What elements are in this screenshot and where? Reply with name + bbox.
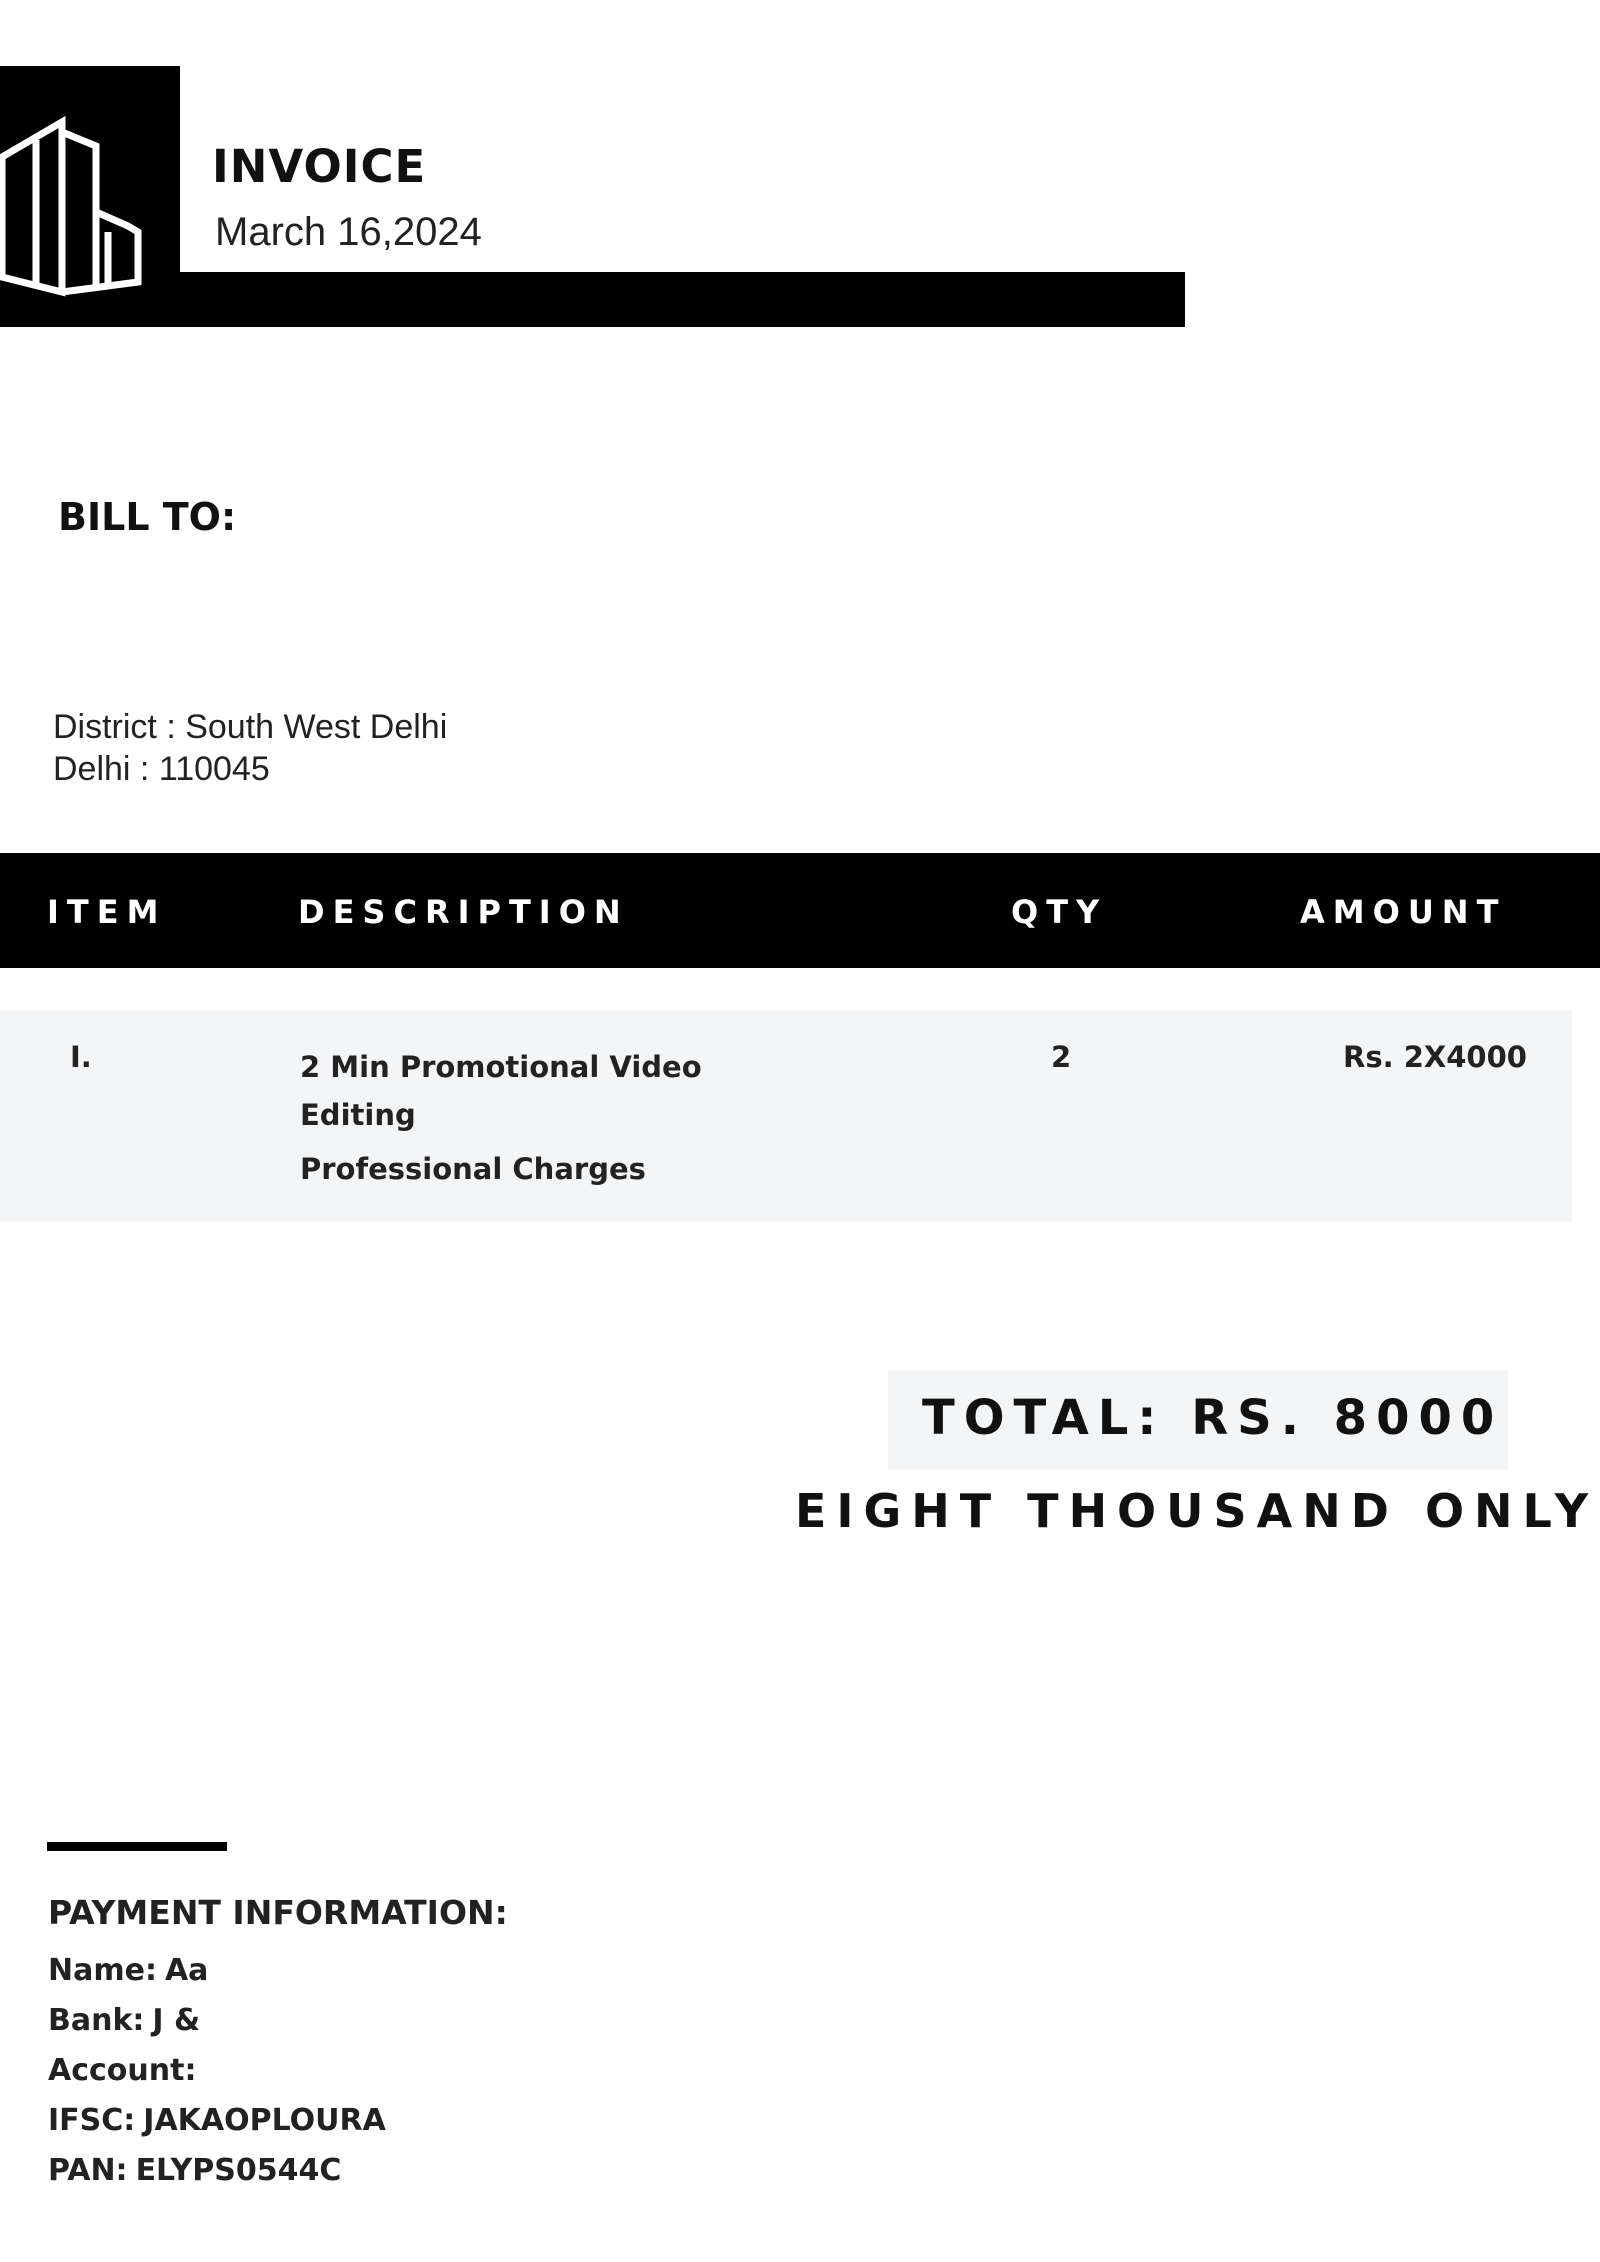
payment-account-line [48, 2046, 508, 2096]
total-in-words: EIGHT THOUSAND ONLY [795, 1484, 1599, 1538]
description-line: Professional Charges [300, 1152, 646, 1186]
divider [47, 1842, 227, 1851]
item-description [300, 1040, 702, 1196]
payment-pan-line [48, 2146, 508, 2196]
payment-name-line [48, 1946, 508, 1996]
payment-heading: PAYMENT INFORMATION: [48, 1893, 508, 1932]
payment-bank-line [48, 1996, 508, 2046]
payment-bank-value: J & [152, 2003, 201, 2038]
logo-block [0, 66, 180, 327]
table-row [0, 1010, 1572, 1222]
total-amount: TOTAL: RS. 8000 [922, 1390, 1504, 1446]
payment-ifsc-value: JAKAOPLOURA [143, 2103, 386, 2138]
column-header-amount: AMOUNT [1300, 893, 1507, 931]
payment-name-value: Aa [164, 1953, 209, 1988]
invoice-title: INVOICE [212, 140, 427, 193]
payment-ifsc-label: IFSC: [48, 2103, 136, 2138]
item-qty: 2 [1051, 1040, 1072, 1074]
item-amount: Rs. 2X4000 [1343, 1040, 1527, 1074]
payment-bank-label: Bank: [48, 2003, 145, 2038]
column-header-qty: QTY [1011, 893, 1108, 931]
table-header [0, 853, 1600, 968]
payment-information [48, 1893, 508, 2196]
building-logo-icon [0, 102, 150, 302]
address-line-district: District : South West Delhi [53, 708, 448, 746]
description-line: 2 Min Promotional Video [300, 1050, 702, 1084]
invoice-date: March 16,2024 [215, 210, 482, 254]
header-bar [180, 272, 1185, 327]
address-line-pincode: Delhi : 110045 [53, 750, 270, 788]
payment-pan-value: ELYPS0544C [135, 2153, 342, 2188]
column-header-description: DESCRIPTION [298, 893, 629, 931]
column-header-item: ITEM [47, 893, 167, 931]
bill-to-label: BILL TO: [58, 495, 237, 539]
payment-pan-label: PAN: [48, 2153, 128, 2188]
item-number: I. [70, 1040, 92, 1074]
bill-to-address [53, 706, 447, 790]
description-line: Editing [300, 1098, 416, 1132]
payment-name-label: Name: [48, 1953, 157, 1988]
payment-account-label: Account: [48, 2053, 197, 2088]
payment-ifsc-line [48, 2096, 508, 2146]
